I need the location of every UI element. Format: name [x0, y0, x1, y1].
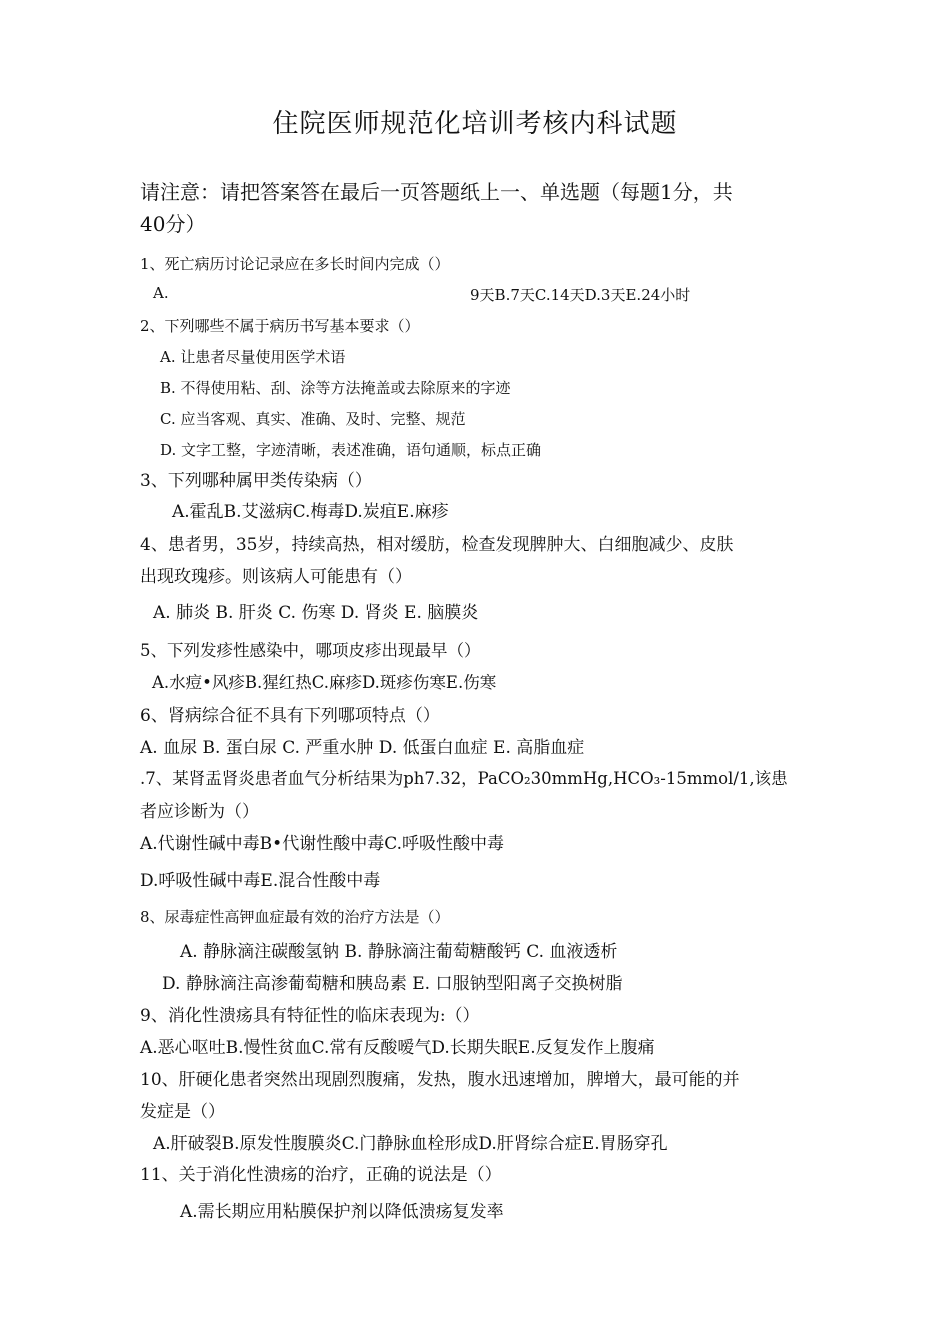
q7-line-1: .7、某肾盂肾炎患者血气分析结果为ph7.32，PaCO₂30mmHg,HCO₃-15mmol/1,该患 [140, 769, 788, 788]
q10-options: A.肝破裂B.原发性腹膜炎C.门静脉血栓形成D.肝肾综合症E.胃肠穿孔 [153, 1134, 668, 1154]
q1-option-a: A. [153, 284, 169, 302]
notice-line-2: 40分） [140, 212, 206, 236]
q4-line-1: 4、患者男，35岁，持续高热，相对缓肪，检查发现脾肿大、白细胞减少、皮肤 [140, 535, 734, 555]
q4-options: A. 肺炎 B. 肝炎 C. 伤寒 D. 肾炎 E. 脑膜炎 [153, 603, 479, 623]
q10-line-1: 10、肝硬化患者突然出现剧烈腹痛，发热，腹水迅速增加，脾增大，最可能的并 [140, 1070, 740, 1090]
q6-stem: 6、肾病综合征不具有下列哪项特点（） [140, 706, 440, 726]
q10-line-2: 发症是（） [140, 1102, 225, 1122]
q8-options-1: A. 静脉滴注碳酸氢钠 B. 静脉滴注葡萄糖酸钙 C. 血液透析 [180, 942, 618, 962]
q2-stem: 2、下列哪些不属于病历书写基本要求（） [140, 317, 420, 335]
q11-stem: 11、关于消化性溃疡的治疗，正确的说法是（） [140, 1165, 502, 1185]
q7-options-1: A.代谢性碱中毒B•代谢性酸中毒C.呼吸性酸中毒 [140, 834, 505, 854]
q5-options: A.水痘•风疹B.猩红热C.麻疹D.斑疹伤寒E.伤寒 [152, 673, 497, 692]
q8-stem: 8、尿毒症性高钾血症最有效的治疗方法是（） [140, 908, 450, 926]
q2-option-b: B. 不得使用粘、刮、涂等方法掩盖或去除原来的字迹 [160, 379, 511, 397]
q5-stem: 5、下列发疹性感染中，哪项皮疹出现最早（） [140, 641, 481, 660]
q1-options: 9天B.7天C.14天D.3天E.24小时 [470, 286, 691, 304]
q4-line-2: 出现玫瑰疹。则该病人可能患有（） [140, 567, 412, 587]
q7-line-2: 者应诊断为（） [140, 802, 259, 822]
q6-options: A. 血尿 B. 蛋白尿 C. 严重水肿 D. 低蛋白血症 E. 高脂血症 [140, 738, 585, 758]
q2-option-c: C. 应当客观、真实、准确、及时、完整、规范 [160, 410, 466, 428]
q2-option-d: D. 文字工整，字迹清晰，表述准确，语句通顺，标点正确 [160, 441, 542, 459]
notice-line-1: 请注意：请把答案答在最后一页答题纸上一、单选题（每题1分，共 [140, 180, 733, 204]
q9-stem: 9、消化性溃疡具有特征性的临床表现为:（） [140, 1006, 480, 1026]
q9-options: A.恶心呕吐B.慢性贫血C.常有反酸嗳气D.长期失眠E.反复发作上腹痛 [140, 1038, 655, 1058]
q3-options: A.霍乱B.艾滋病C.梅毒D.炭疽E.麻疹 [172, 502, 449, 522]
q11-option-a: A.需长期应用粘膜保护剂以降低溃疡复发率 [180, 1202, 504, 1222]
q3-stem: 3、下列哪种属甲类传染病（） [140, 471, 372, 491]
q8-options-2: D. 静脉滴注高渗葡萄糖和胰岛素 E. 口服钠型阳离子交换树脂 [162, 974, 623, 994]
q7-options-2: D.呼吸性碱中毒E.混合性酸中毒 [140, 871, 381, 891]
q2-option-a: A. 让患者尽量使用医学术语 [160, 348, 346, 366]
page-title: 住院医师规范化培训考核内科试题 [272, 109, 678, 139]
q1-stem: 1、死亡病历讨论记录应在多长时间内完成（） [140, 255, 450, 273]
